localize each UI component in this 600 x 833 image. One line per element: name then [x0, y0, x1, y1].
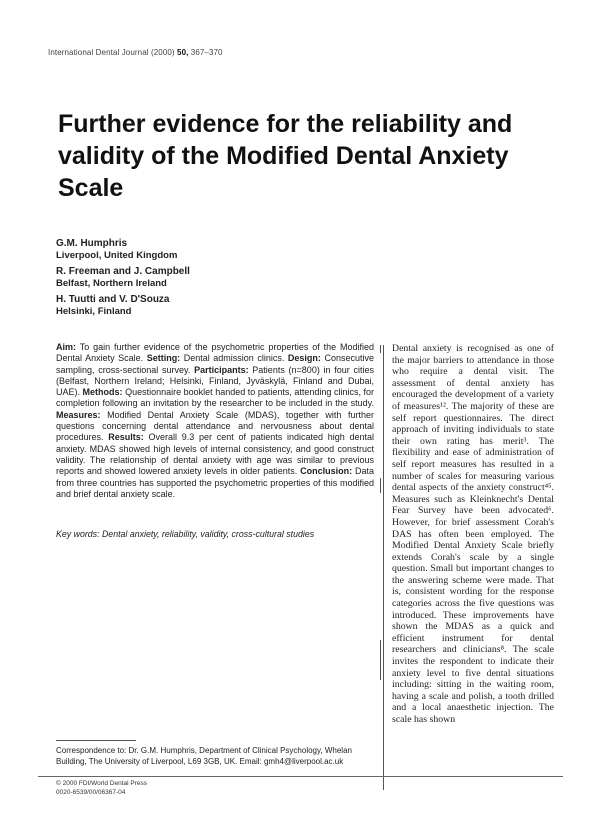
page-range: 367–370	[190, 48, 223, 57]
keywords: Key words: Dental anxiety, reliability, validity, cross-cultural studies	[56, 529, 315, 539]
margin-mark	[380, 345, 381, 353]
column-divider	[383, 345, 384, 790]
copyright-notice	[56, 780, 147, 797]
author-block-1	[56, 238, 177, 261]
abstract-label-aim: Aim:	[56, 342, 76, 352]
abstract-setting: Dental admission clinics.	[180, 353, 288, 364]
abstract-conclusion: Data from three countries has supported the psychometric properties of this modified and brief dental anxiety scale.	[56, 466, 375, 499]
author-affiliation: Liverpool, United Kingdom	[56, 250, 178, 261]
author-block-3	[56, 294, 170, 317]
abstract-results: Overall 9.3 per cent of patients indicated high dental anxiety. MDAS showed high levels of internal consistency, and good construct validity. The relationship of dental anxiety with age was similar to previous reports and showed lowered anxiety levels in older patients.	[56, 432, 374, 477]
abstract-label-participants: Participants:	[194, 364, 249, 375]
author-block-2	[56, 266, 190, 289]
abstract-methods: Questionnaire booklet handed to patients, attending clinics, for completion following an invitation by the researcher to be included in the study.	[56, 387, 374, 409]
author-names: H. Tuutti and V. D'Souza	[56, 294, 170, 305]
abstract	[56, 342, 374, 500]
author-names: G.M. Humphris	[56, 238, 128, 249]
abstract-label-measures: Measures:	[56, 409, 101, 420]
abstract-label-setting: Setting:	[146, 353, 181, 364]
correspondence-note: Correspondence to: Dr. G.M. Humphris, Department of Clinical Psychology, Whelan Building, The University of Liverpool, L69 3GB, UK. Email: gmh4@liverpool.ac.uk	[56, 746, 352, 766]
body-text-column: Dental anxiety is recognised as one of the major barriers to attendance in those who require a dental visit. The assessment of dental anxiety has encouraged the development of a variety of measures¹². The majority of these are self report questionnaires. The direct approach of inviting individuals to state their own rating has merit³. The flexibility and ease of administration of self report measures has resulted in a number of scales for measuring various dental aspects of the anxiety construct⁴⁵. Measures such as Kleinknecht's Dental Fear Survey have been advocated⁶. However, for brief assessment Corah's DAS has often been employed. The Modified Dental Anxiety Scale briefly extends Corah's scale by a single question. Small but important changes to the answering scheme were made. That is, consistent wording for the response categories across the five questions was introduced. These improvements have shown the MDAS as a quick and efficient instrument for dental researchers and clinicians⁸. The scale invites the respondent to indicate their anxiety level to five dental situations including: sitting in the waiting room, having a scale and polish, a tooth drilled and a local anaesthetic injection. The scale has shown	[392, 343, 554, 725]
abstract-design: Consecutive sampling, cross-sectional survey.	[56, 353, 374, 375]
author-affiliation: Belfast, Northern Ireland	[56, 278, 167, 289]
issn-line: 0020-6539/00/06367-04	[56, 788, 126, 796]
abstract-label-methods: Methods:	[82, 387, 123, 398]
abstract-measures: Modified Dental Anxiety Scale (MDAS), together with further questions concerning dental attendance and nervousness about dental procedures.	[56, 409, 374, 443]
volume-number: 50,	[177, 48, 189, 57]
copyright-line: © 2000 FDI/World Dental Press	[56, 780, 148, 787]
abstract-participants: Patients (n=800) in four cities (Belfast, Northern Ireland; Helsinki, Finland, Jyväskylä, Finland and Dubai, UAE).	[56, 364, 375, 398]
abstract-label-results: Results:	[108, 432, 144, 443]
margin-mark	[380, 640, 381, 680]
abstract-label-design: Design:	[287, 353, 321, 364]
author-affiliation: Helsinki, Finland	[56, 306, 132, 317]
margin-mark	[380, 478, 381, 493]
abstract-label-conclusion: Conclusion:	[300, 466, 353, 477]
article-title: Further evidence for the reliability and validity of the Modified Dental Anxiety Scale	[58, 110, 513, 202]
journal-name: International Dental Journal (2000)	[48, 48, 175, 57]
bottom-rule	[38, 776, 563, 777]
footnote-rule	[56, 740, 136, 741]
abstract-aim: To gain further evidence of the psychometric properties of the Modified Dental Anxiety Scale.	[56, 342, 374, 364]
author-names: R. Freeman and J. Campbell	[56, 266, 190, 277]
running-head	[48, 48, 223, 57]
